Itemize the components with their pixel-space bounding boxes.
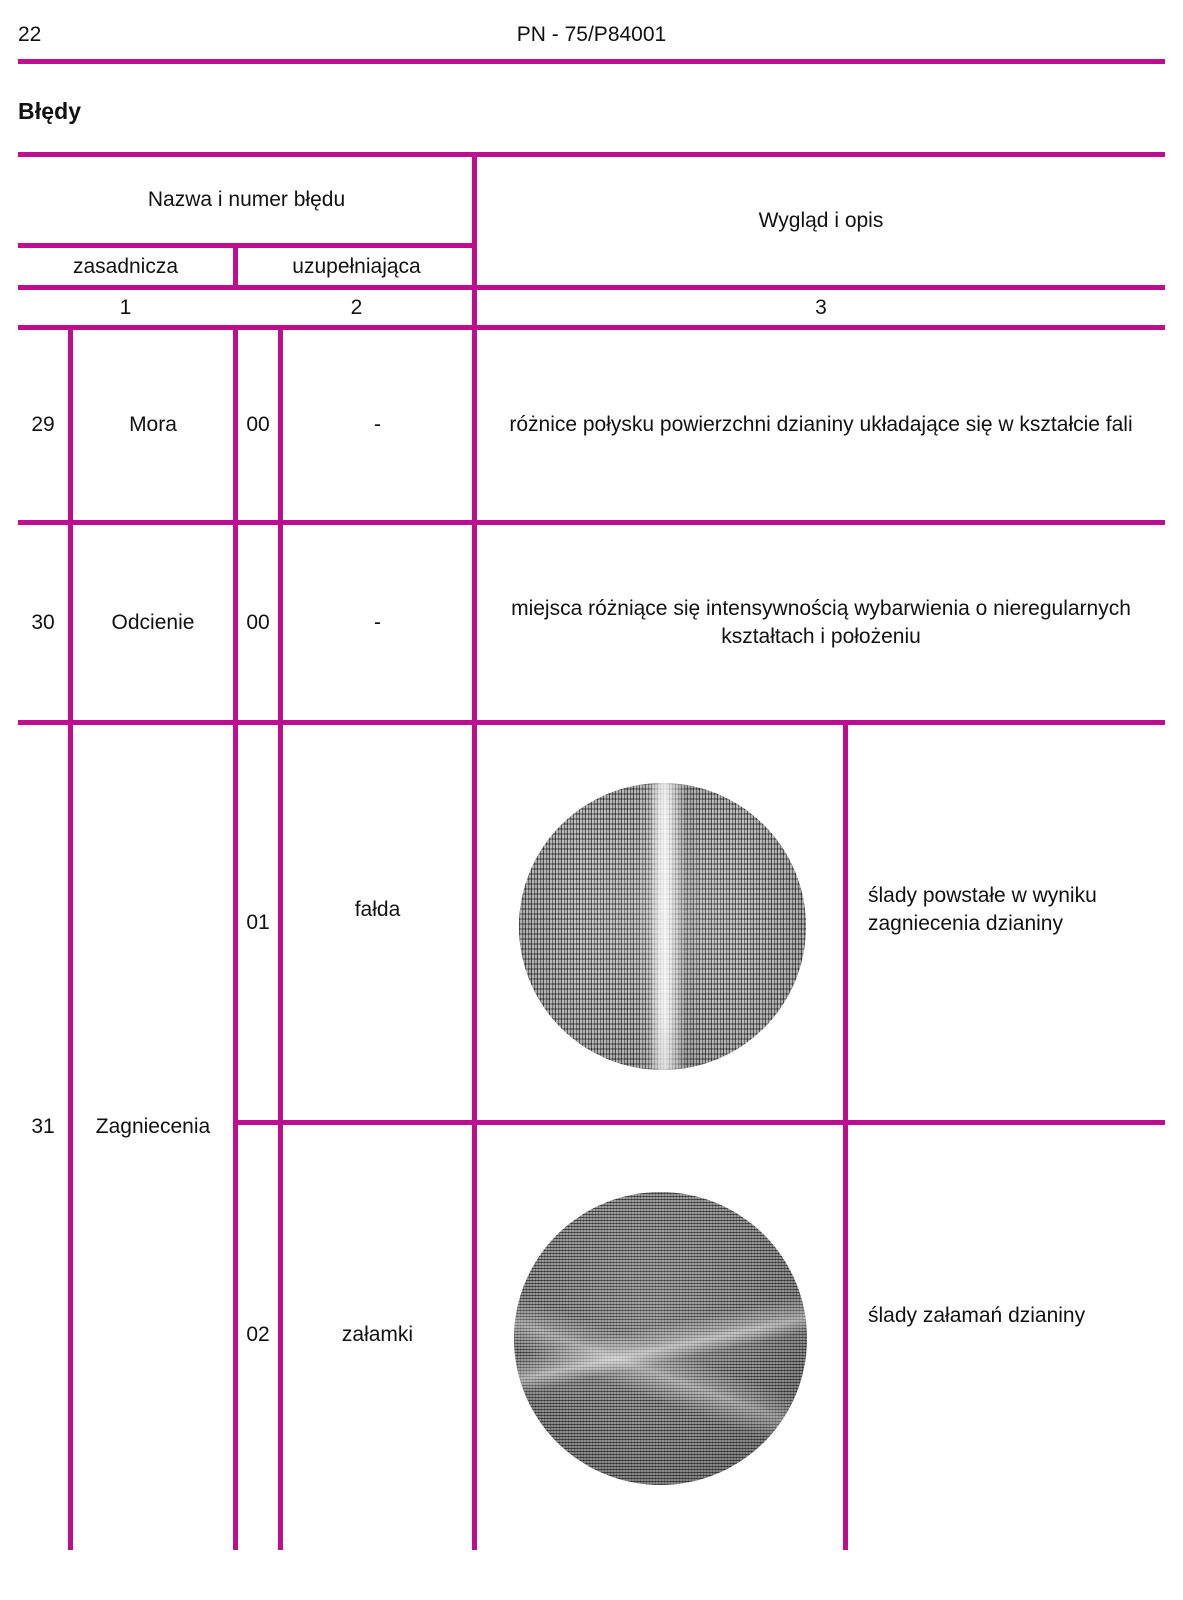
standard-code: PN - 75/P84001 xyxy=(516,23,667,46)
row-30-bottom-rule xyxy=(18,720,1165,725)
table-row-31-subrow-02-subname: załamki xyxy=(341,1323,414,1346)
table-row-31-subrow-02-description: ślady załamań dzianiny xyxy=(868,1304,1086,1327)
sub-header-main-cell xyxy=(18,248,233,285)
table-row-30-name: Odcienie xyxy=(111,610,195,634)
table-row-29-description: różnice połysku powierzchni dzianiny układające się w kształcie fali xyxy=(509,413,1133,436)
table-row-29-code: 00 xyxy=(246,413,270,436)
page-number: 22 xyxy=(18,23,42,46)
fabric-crease-photo-shading xyxy=(514,1192,807,1485)
table-row-31-subrow-02-code: 02 xyxy=(246,1323,270,1346)
table-row-30-subname: - xyxy=(374,610,381,634)
sub-header-main-label: zasadnicza xyxy=(72,254,179,278)
sub-header-supplementary-cell xyxy=(238,248,475,285)
group-header-label: Nazwa i numer błędu xyxy=(147,188,346,211)
group-header-cell xyxy=(18,157,475,243)
column-number-2: 2 xyxy=(350,295,363,319)
table-row-31-subrow-01-description: ślady powstałe w wyniku zagniecenia dzianiny xyxy=(868,884,1097,935)
right-header-cell xyxy=(477,157,1165,285)
table-row-29-number: 29 xyxy=(31,413,55,436)
right-header-label: Wygląd i opis xyxy=(758,209,884,232)
table-row-31-number: 31 xyxy=(31,1115,55,1138)
sub-header-supplementary-label: uzupełniająca xyxy=(292,254,421,278)
table-row-30-number: 30 xyxy=(31,610,55,634)
column-number-1: 1 xyxy=(119,295,132,319)
table-row-29-subname: - xyxy=(374,413,381,436)
fabric-crease-photo xyxy=(514,1192,807,1485)
table-row-31-subrow-01-code: 01 xyxy=(246,910,270,934)
table-row-29-name: Mora xyxy=(129,413,177,436)
fabric-fold-photo xyxy=(519,783,806,1070)
table-row-31-name: Zagniecenia xyxy=(95,1115,211,1138)
col-photo-divider xyxy=(843,720,848,1550)
col-description-divider xyxy=(472,152,477,1550)
table-row-31-subrow-01-subname: fałda xyxy=(354,898,401,921)
fabric-fold-photo-shading xyxy=(519,783,806,1070)
column-number-3: 3 xyxy=(815,295,827,319)
section-title: Błędy xyxy=(18,98,82,124)
table-row-30-description: miejsca różniące się intensywnością wybarwienia o nieregularnych kształtach i położeniu xyxy=(511,596,1131,648)
table-row-30-code: 00 xyxy=(246,610,270,634)
